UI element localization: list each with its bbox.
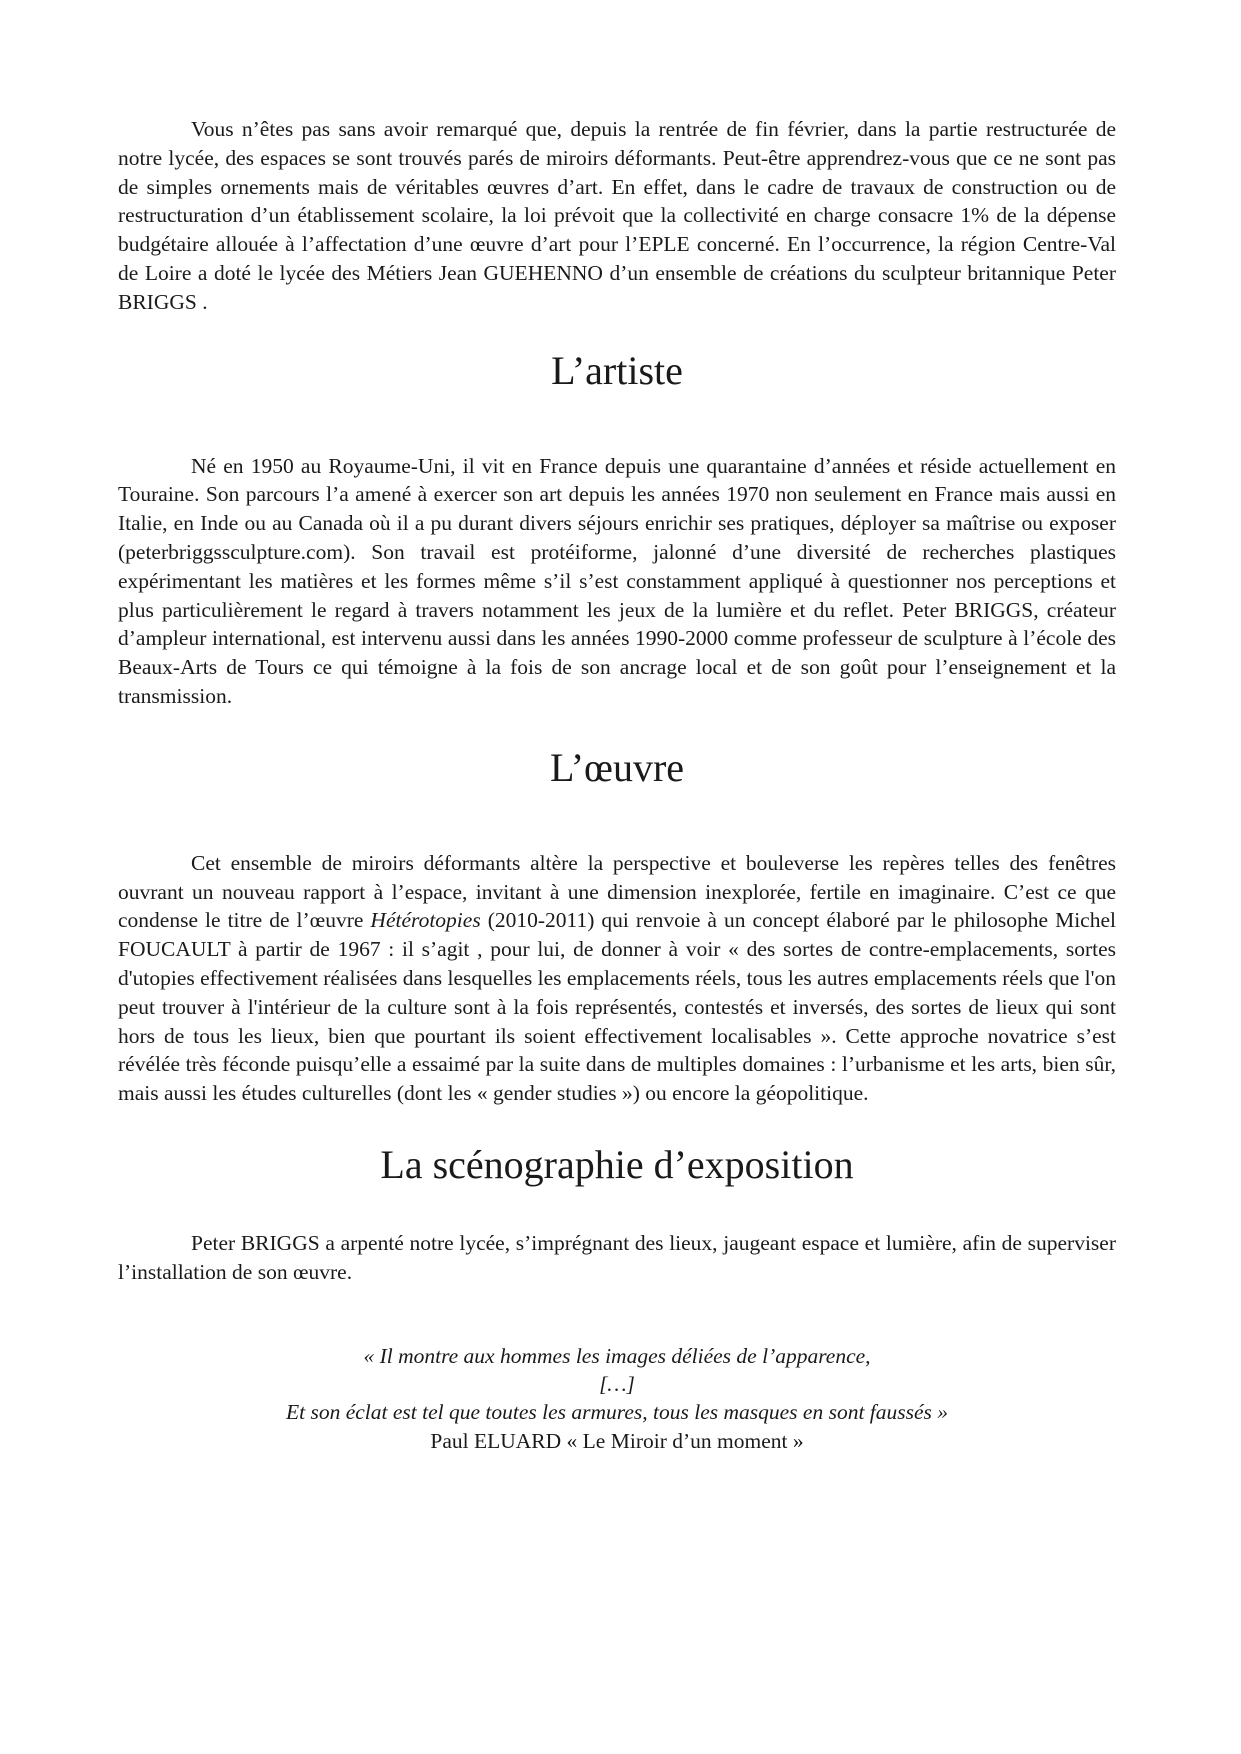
quote-line-3: Et son éclat est tel que toutes les armures, tous les masques en sont faussés » [285,1400,949,1425]
heading-oeuvre: L’œuvre [549,744,685,790]
oeuvre-work-title: Hétérotopies [370,908,481,933]
eluard-quote [118,1342,1116,1456]
heading-scenographie: La scénographie d’exposition [380,1141,854,1187]
oeuvre-text-after-title: (2010-2011) qui renvoie à un concept élaboré par le philosophe Michel FOUCAULT à partir de 1967 : il s’agit , pour lui, de donner à voir « des sortes de contre-emplacements, sortes d'utopies effectivement réalisées dans lesquelles les emplacements réels, tous les autres emplacements réels que l'on peut trouver à l'intérieur de la culture sont à la fois représentés, contestés et inversés, des sortes de lieux qui sont hors de tous les lieux, bien que pourtant ils soient effectivement localisables ». Cette approche novatrice s’est révélée très féconde puisqu’elle a essaimé par la suite dans de multiples domaines : l’urbanisme et les arts, bien sûr, mais aussi les études culturelles (dont les « gender studies ») ou encore la géopolitique. [118,908,1116,1106]
artiste-paragraph: Né en 1950 au Royaume-Uni, il vit en France depuis une quarantaine d’années et réside actuellement en Touraine. Son parcours l’a amené à exercer son art depuis les années 1970 non seulement en France mais aussi en Italie, en Inde ou au Canada où il a pu durant divers séjours enrichir ses pratiques, déployer sa maîtrise ou exposer (peterbriggssculpture.com). Son travail est protéiforme, jalonné d’une diversité de recherches plastiques expérimentant les matières et les formes même s’il s’est constamment appliqué à questionner nos perceptions et plus particulièrement le regard à travers notamment les jeux de la lumière et du reflet. Peter BRIGGS, créateur d’ampleur international, est intervenu aussi dans les années 1990-2000 comme professeur de sculpture à l’école des Beaux-Arts de Tours ce qui témoigne à la fois de son ancrage local et de son goût pour l’enseignement et la transmission. [118,453,1116,708]
quote-attribution: Paul ELUARD « Le Miroir d’un moment » [430,1428,804,1453]
oeuvre-paragraph [118,849,1116,1108]
document-page [118,115,1116,1455]
quote-line-1: « Il montre aux hommes les images déliées de l’apparence, [363,1343,871,1368]
scenographie-paragraph: Peter BRIGGS a arpenté notre lycée, s’imprégnant des lieux, jaugeant espace et lumière, afin de superviser l’installation de son œuvre. [118,1230,1116,1284]
quote-line-2: […] [599,1371,635,1396]
heading-artiste: L’artiste [551,347,683,393]
oeuvre-text-before-title: Cet ensemble de miroirs déformants altère la perspective et bouleverse les repères telles des fenêtres ouvrant un nouveau rapport à l’espace, invitant à une dimension inexplorée, fertile en imaginaire. C’est ce que condense le titre de l’œuvre [118,850,1116,933]
intro-paragraph: Vous n’êtes pas sans avoir remarqué que, depuis la rentrée de fin février, dans la partie restructurée de notre lycée, des espaces se sont trouvés parés de miroirs déformants. Peut-être apprendrez-vous que ce ne sont pas de simples ornements mais de véritables œuvres d’art. En effet, dans le cadre de travaux de construction ou de restructuration d’un établissement scolaire, la loi prévoit que la collectivité en charge consacre 1% de la dépense budgétaire allouée à l’affectation d’une œuvre d’art pour l’EPLE concerné. En l’occurrence, la région Centre-Val de Loire a doté le lycée des Métiers Jean GUEHENNO d’un ensemble de créations du sculpteur britannique Peter BRIGGS . [118,117,1116,314]
